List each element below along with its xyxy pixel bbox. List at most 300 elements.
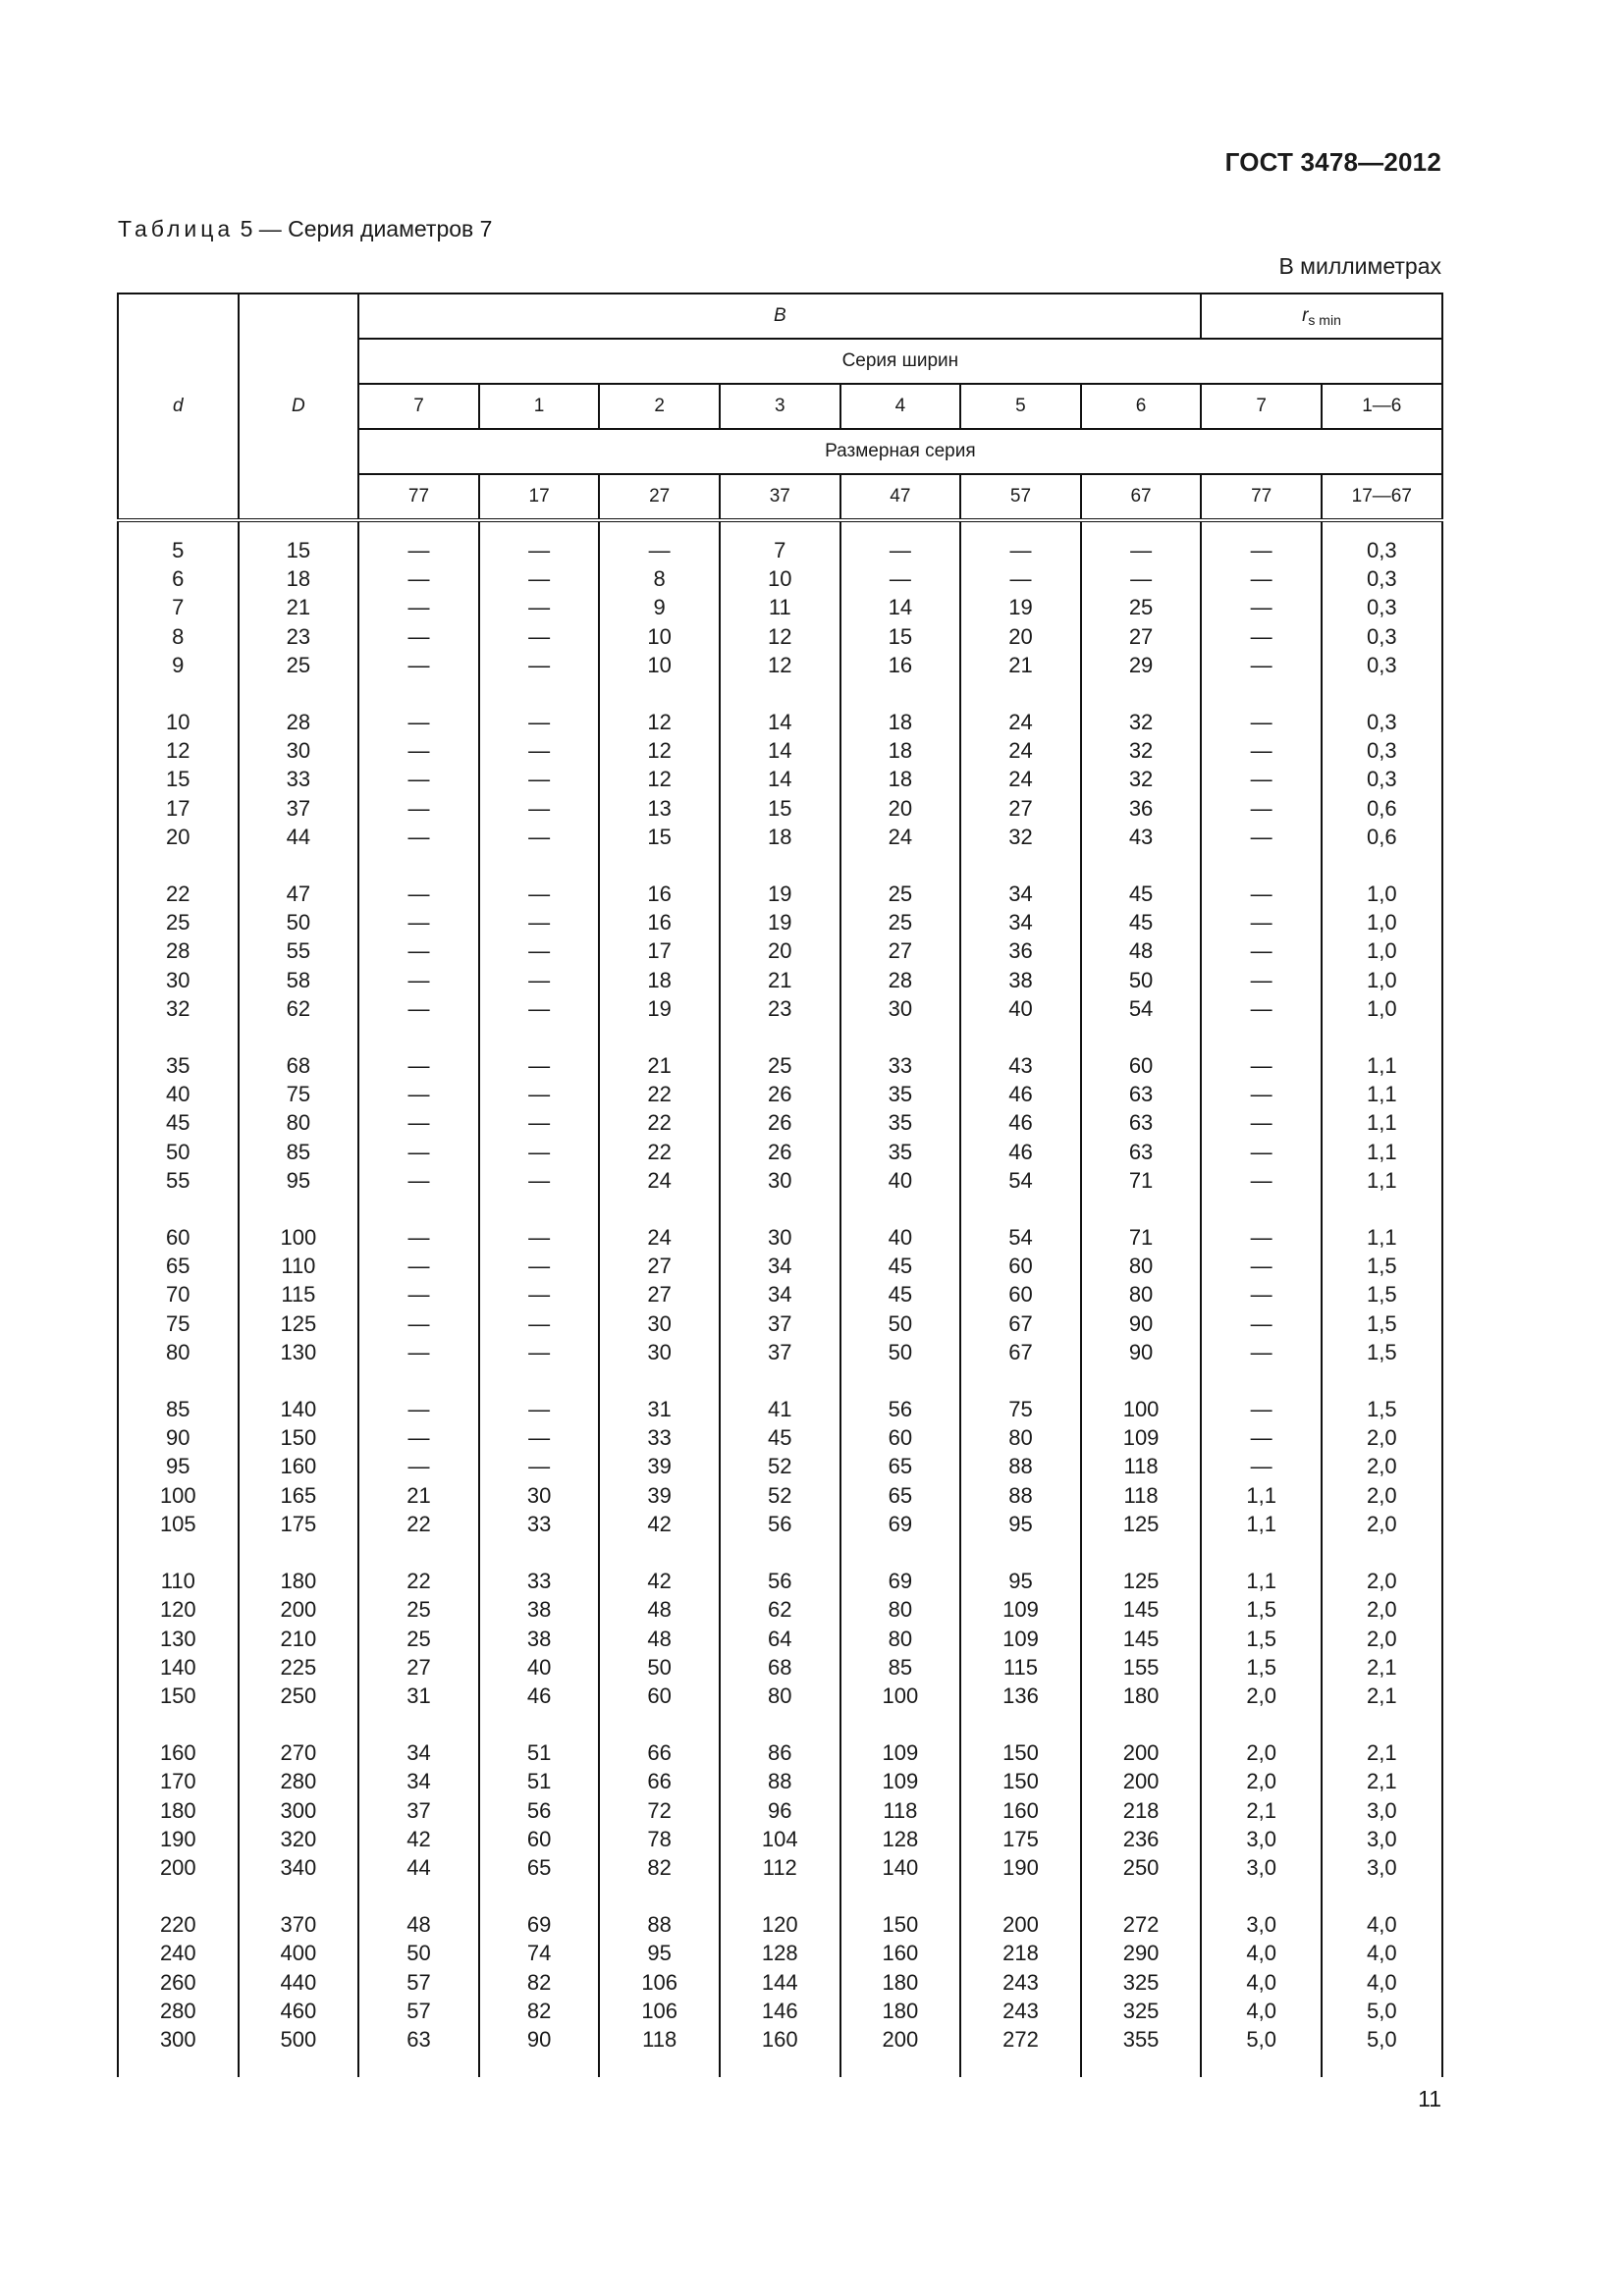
table-cell: 24 (960, 736, 1081, 765)
table-cell: 290 (1081, 1939, 1202, 1967)
table-cell: 1,1 (1201, 1510, 1322, 1538)
gap-cell (1081, 1023, 1202, 1051)
table-cell: 58 (239, 966, 359, 994)
table-cell: 54 (960, 1223, 1081, 1252)
table-cell: 1,5 (1201, 1595, 1322, 1624)
table-row (118, 966, 1442, 994)
table-cell: 180 (840, 1968, 961, 1997)
table-cell: 85 (239, 1138, 359, 1166)
table-cell: 54 (960, 1166, 1081, 1195)
table-cell: 57 (358, 1997, 479, 2025)
table-cell: 22 (599, 1108, 720, 1137)
table-cell: — (1201, 593, 1322, 621)
table-cell: — (1201, 880, 1322, 908)
table-cell: 1,1 (1201, 1481, 1322, 1510)
gap-cell (1322, 679, 1442, 708)
table-cell: 60 (960, 1280, 1081, 1308)
table-cell: — (358, 564, 479, 593)
table-cell: 272 (1081, 1910, 1202, 1939)
table-cell: 33 (599, 1423, 720, 1452)
gap-cell (239, 1023, 359, 1051)
table-cell: 225 (239, 1653, 359, 1682)
table-cell: 80 (840, 1595, 961, 1624)
gap-cell (239, 851, 359, 880)
table-cell: 200 (239, 1595, 359, 1624)
spacer-cell (1081, 2054, 1202, 2077)
table-cell: 23 (239, 622, 359, 651)
spacer-cell (840, 520, 961, 536)
table-cell: 180 (239, 1567, 359, 1595)
table-cell: 82 (599, 1853, 720, 1882)
table-cell: 10 (599, 622, 720, 651)
gap-cell (1081, 1882, 1202, 1910)
header-B: B (358, 294, 1201, 339)
table-cell: 155 (1081, 1653, 1202, 1682)
table-cell: 50 (599, 1653, 720, 1682)
table-cell: 25 (118, 908, 239, 936)
table-cell: 15 (720, 794, 840, 823)
width-series-cell: 4 (840, 384, 961, 429)
spacer-cell (358, 520, 479, 536)
table-cell: — (358, 1338, 479, 1366)
table-cell: 109 (960, 1625, 1081, 1653)
table-cell: — (1081, 536, 1202, 564)
table-row (118, 1051, 1442, 1080)
gap-cell (1322, 1538, 1442, 1567)
table-cell: 270 (239, 1738, 359, 1767)
table-cell: 8 (599, 564, 720, 593)
table-cell: 31 (358, 1682, 479, 1710)
table-cell: 30 (720, 1166, 840, 1195)
table-cell: 24 (840, 823, 961, 851)
table-row (118, 1338, 1442, 1366)
table-cell: 25 (840, 880, 961, 908)
spacer-cell (358, 2054, 479, 2077)
gap-cell (720, 1366, 840, 1395)
header-d: d (118, 294, 239, 520)
gap-cell (479, 1882, 600, 1910)
table-cell: 3,0 (1322, 1796, 1442, 1825)
table-cell: 325 (1081, 1968, 1202, 1997)
table-cell: — (358, 1395, 479, 1423)
table-cell: 1,0 (1322, 936, 1442, 965)
table-cell: 236 (1081, 1825, 1202, 1853)
table-cell: 120 (118, 1595, 239, 1624)
table-cell: 110 (239, 1252, 359, 1280)
table-cell: 0,3 (1322, 564, 1442, 593)
table-cell: 146 (720, 1997, 840, 2025)
table-cell: 5,0 (1322, 2025, 1442, 2054)
table-cell: 115 (239, 1280, 359, 1308)
table-cell: 56 (840, 1395, 961, 1423)
table-cell: — (1201, 1223, 1322, 1252)
table-cell: 18 (840, 708, 961, 736)
table-cell: 1,5 (1201, 1653, 1322, 1682)
table-cell: 9 (599, 593, 720, 621)
table-cell: 140 (118, 1653, 239, 1682)
spacer-cell (479, 520, 600, 536)
table-cell: — (358, 708, 479, 736)
group-gap-row (118, 1710, 1442, 1738)
table-cell: 88 (960, 1452, 1081, 1480)
table-cell: 18 (599, 966, 720, 994)
table-cell: 3,0 (1322, 1853, 1442, 1882)
table-cell: 118 (599, 2025, 720, 2054)
table-cell: 150 (960, 1738, 1081, 1767)
table-cell: 1,1 (1322, 1108, 1442, 1137)
table-cell: — (960, 564, 1081, 593)
table-row (118, 1080, 1442, 1108)
table-cell: — (1201, 708, 1322, 736)
width-series-cell: 5 (960, 384, 1081, 429)
table-cell: 210 (239, 1625, 359, 1653)
table-cell: 66 (599, 1767, 720, 1795)
gap-cell (239, 1882, 359, 1910)
table-cell: 6 (118, 564, 239, 593)
table-cell: 69 (840, 1510, 961, 1538)
gap-cell (358, 1366, 479, 1395)
gap-cell (239, 1538, 359, 1567)
table-cell: 43 (1081, 823, 1202, 851)
header-width-series: Серия ширин (358, 339, 1441, 384)
table-cell: 0,6 (1322, 823, 1442, 851)
table-cell: 160 (118, 1738, 239, 1767)
table-cell: 180 (840, 1997, 961, 2025)
table-cell: 160 (960, 1796, 1081, 1825)
gap-cell (1201, 1195, 1322, 1223)
table-cell: — (1201, 936, 1322, 965)
table-cell: 75 (239, 1080, 359, 1108)
table-cell: 125 (1081, 1510, 1202, 1538)
gap-cell (1322, 1366, 1442, 1395)
table-cell: 34 (960, 908, 1081, 936)
gap-cell (239, 1195, 359, 1223)
gap-cell (1201, 679, 1322, 708)
table-cell: — (479, 1051, 600, 1080)
table-row (118, 1423, 1442, 1452)
width-series-cell: 3 (720, 384, 840, 429)
table-cell: 63 (358, 2025, 479, 2054)
table-cell: 12 (720, 651, 840, 679)
table-cell: 355 (1081, 2025, 1202, 2054)
gap-cell (1081, 1195, 1202, 1223)
table-cell: 18 (720, 823, 840, 851)
gap-cell (960, 1023, 1081, 1051)
table-cell: 140 (239, 1395, 359, 1423)
table-cell: 80 (840, 1625, 961, 1653)
table-cell: 1,5 (1322, 1309, 1442, 1338)
table-cell: 45 (840, 1252, 961, 1280)
spacer-cell (599, 2054, 720, 2077)
table-cell: 1,1 (1322, 1223, 1442, 1252)
table-cell: 150 (840, 1910, 961, 1939)
table-cell: 56 (720, 1510, 840, 1538)
table-cell: — (840, 564, 961, 593)
table-cell: — (358, 1138, 479, 1166)
table-cell: — (479, 966, 600, 994)
table-cell: 125 (239, 1309, 359, 1338)
table-cell: 34 (960, 880, 1081, 908)
table-row (118, 593, 1442, 621)
gap-cell (118, 1882, 239, 1910)
table-cell: 2,0 (1322, 1481, 1442, 1510)
table-cell: — (358, 1280, 479, 1308)
table-cell: 85 (118, 1395, 239, 1423)
table-cell: — (358, 651, 479, 679)
table-cell: 33 (479, 1567, 600, 1595)
gap-cell (1322, 1023, 1442, 1051)
table-row (118, 1796, 1442, 1825)
table-cell: — (479, 736, 600, 765)
table-cell: 2,1 (1322, 1767, 1442, 1795)
table-cell: 5,0 (1322, 1997, 1442, 2025)
table-cell: 39 (599, 1481, 720, 1510)
table-row (118, 1138, 1442, 1166)
table-cell: — (479, 1452, 600, 1480)
table-cell: 63 (1081, 1138, 1202, 1166)
table-cell: 27 (840, 936, 961, 965)
table-cell: — (479, 1252, 600, 1280)
table-cell: 118 (1081, 1452, 1202, 1480)
table-cell: 0,3 (1322, 708, 1442, 736)
table-cell: 20 (720, 936, 840, 965)
gap-cell (479, 1023, 600, 1051)
gap-cell (358, 1710, 479, 1738)
table-row (118, 1309, 1442, 1338)
table-cell: 35 (118, 1051, 239, 1080)
units-note: В миллиметрах (1278, 253, 1441, 279)
table-cell: — (1201, 1309, 1322, 1338)
table-cell: 218 (1081, 1796, 1202, 1825)
table-cell: 200 (960, 1910, 1081, 1939)
header-rs-r: r (1302, 304, 1309, 326)
gap-cell (1081, 851, 1202, 880)
table-cell: 27 (599, 1252, 720, 1280)
table-cell: 0,3 (1322, 622, 1442, 651)
table-cell: 72 (599, 1796, 720, 1825)
table-cell: — (479, 1280, 600, 1308)
table-cell: 28 (239, 708, 359, 736)
table-cell: 26 (720, 1138, 840, 1166)
table-cell: 19 (720, 908, 840, 936)
table-cell: — (479, 622, 600, 651)
group-gap-row (118, 1538, 1442, 1567)
table-cell: — (1201, 1108, 1322, 1137)
table-cell: 12 (118, 736, 239, 765)
table-cell: 63 (1081, 1080, 1202, 1108)
table-row (118, 936, 1442, 965)
table-cell: 2,0 (1322, 1625, 1442, 1653)
table-cell: 38 (479, 1595, 600, 1624)
table-cell: 16 (599, 908, 720, 936)
table-cell: — (479, 1166, 600, 1195)
table-cell: 21 (239, 593, 359, 621)
table-cell: 7 (118, 593, 239, 621)
table-cell: 280 (118, 1997, 239, 2025)
table-cell: 45 (1081, 880, 1202, 908)
table-cell: — (1081, 564, 1202, 593)
table-cell: — (358, 593, 479, 621)
spacer-cell (840, 2054, 961, 2077)
table-cell: 82 (479, 1968, 600, 1997)
table-cell: 19 (599, 994, 720, 1023)
table-cell: 63 (1081, 1108, 1202, 1137)
header-rs-sub: s min (1308, 311, 1341, 328)
table-cell: 95 (960, 1510, 1081, 1538)
table-cell: 30 (239, 736, 359, 765)
gap-cell (239, 679, 359, 708)
gap-cell (358, 1195, 479, 1223)
table-cell: 82 (479, 1997, 600, 2025)
gap-cell (118, 1195, 239, 1223)
table-cell: 95 (599, 1939, 720, 1967)
table-cell: 40 (960, 994, 1081, 1023)
table-row (118, 1910, 1442, 1939)
gap-cell (1322, 1195, 1442, 1223)
header-rs-min (1201, 294, 1441, 339)
table-cell: 1,5 (1322, 1338, 1442, 1366)
table-cell: 12 (720, 622, 840, 651)
table-cell: — (358, 936, 479, 965)
table-cell: 100 (239, 1223, 359, 1252)
table-cell: 0,6 (1322, 794, 1442, 823)
table-cell: 71 (1081, 1166, 1202, 1195)
table-cell: — (358, 966, 479, 994)
table-cell: 24 (599, 1166, 720, 1195)
table-cell: 90 (118, 1423, 239, 1452)
table-cell: 500 (239, 2025, 359, 2054)
table-row (118, 1997, 1442, 2025)
gap-cell (358, 1538, 479, 1567)
table-row (118, 1280, 1442, 1308)
gap-cell (1201, 1023, 1322, 1051)
table-cell: — (1201, 622, 1322, 651)
table-cell: 145 (1081, 1625, 1202, 1653)
dimension-series-cell: 47 (840, 474, 961, 520)
table-cell: 160 (840, 1939, 961, 1967)
table-cell: 50 (118, 1138, 239, 1166)
table-cell: 5,0 (1201, 2025, 1322, 2054)
table-cell: 1,1 (1322, 1051, 1442, 1080)
table-cell: — (358, 1108, 479, 1137)
gap-cell (599, 1366, 720, 1395)
table-cell: 220 (118, 1910, 239, 1939)
gap-cell (1322, 851, 1442, 880)
table-cell: 56 (720, 1567, 840, 1595)
table-cell: — (479, 1138, 600, 1166)
table-cell: 75 (960, 1395, 1081, 1423)
table-cell: — (1201, 536, 1322, 564)
spacer-cell (1081, 520, 1202, 536)
table-cell: 22 (118, 880, 239, 908)
table-cell: 4,0 (1322, 1968, 1442, 1997)
table-cell: 27 (1081, 622, 1202, 651)
table-body (118, 520, 1442, 2077)
table-cell: 44 (358, 1853, 479, 1882)
gap-cell (479, 851, 600, 880)
table-cell: 109 (840, 1738, 961, 1767)
gap-cell (239, 1710, 359, 1738)
dimension-series-cell: 77 (358, 474, 479, 520)
table-cell: 10 (599, 651, 720, 679)
spacer-row (118, 520, 1442, 536)
table-cell: 30 (479, 1481, 600, 1510)
table-cell: — (358, 994, 479, 1023)
table-cell: 1,5 (1322, 1395, 1442, 1423)
table-cell: 48 (1081, 936, 1202, 965)
table-cell: — (358, 736, 479, 765)
table-cell: — (1201, 1252, 1322, 1280)
table-cell: 27 (599, 1280, 720, 1308)
table-cell: — (1201, 1051, 1322, 1080)
gap-cell (840, 1882, 961, 1910)
table-cell: 144 (720, 1968, 840, 1997)
table-cell: 40 (118, 1080, 239, 1108)
table-cell: 21 (358, 1481, 479, 1510)
gap-cell (599, 1023, 720, 1051)
table-cell: 2,0 (1201, 1767, 1322, 1795)
table-cell: 95 (118, 1452, 239, 1480)
gap-cell (118, 1538, 239, 1567)
page-number: 11 (1418, 2086, 1441, 2111)
table-cell: 4,0 (1201, 1968, 1322, 1997)
table-cell: 45 (118, 1108, 239, 1137)
table-cell: 66 (599, 1738, 720, 1767)
table-cell: — (479, 765, 600, 793)
table-cell: 1,0 (1322, 880, 1442, 908)
table-cell: 12 (599, 708, 720, 736)
table-cell: 2,0 (1322, 1567, 1442, 1595)
table-cell: 80 (239, 1108, 359, 1137)
table-cell: 0,3 (1322, 593, 1442, 621)
table-cell: 56 (479, 1796, 600, 1825)
spacer-cell (1322, 2054, 1442, 2077)
table-cell: — (358, 880, 479, 908)
gap-cell (840, 1366, 961, 1395)
table-cell: 51 (479, 1738, 600, 1767)
table-cell: 136 (960, 1682, 1081, 1710)
table-cell: 109 (1081, 1423, 1202, 1452)
gap-cell (1322, 1882, 1442, 1910)
table-row (118, 908, 1442, 936)
table-cell: — (479, 708, 600, 736)
table-cell: 130 (239, 1338, 359, 1366)
gap-cell (960, 1366, 1081, 1395)
table-cell: 27 (960, 794, 1081, 823)
dimension-series-cell: 67 (1081, 474, 1202, 520)
table-cell: 100 (840, 1682, 961, 1710)
table-cell: 0,3 (1322, 651, 1442, 679)
table-cell: — (479, 1223, 600, 1252)
table-cell: 48 (599, 1595, 720, 1624)
table-cell: — (358, 823, 479, 851)
table-cell: 80 (720, 1682, 840, 1710)
table-cell: 243 (960, 1997, 1081, 2025)
table-cell: — (479, 1395, 600, 1423)
table-cell: 45 (720, 1423, 840, 1452)
table-row (118, 1625, 1442, 1653)
table-row (118, 536, 1442, 564)
table-cell: 200 (840, 2025, 961, 2054)
table-cell: 28 (840, 966, 961, 994)
gap-cell (960, 1882, 1081, 1910)
table-cell: 2,0 (1322, 1510, 1442, 1538)
table-cell: 3,0 (1201, 1910, 1322, 1939)
spacer-cell (960, 520, 1081, 536)
table-cell: 17 (118, 794, 239, 823)
table-row (118, 880, 1442, 908)
table-row (118, 1481, 1442, 1510)
